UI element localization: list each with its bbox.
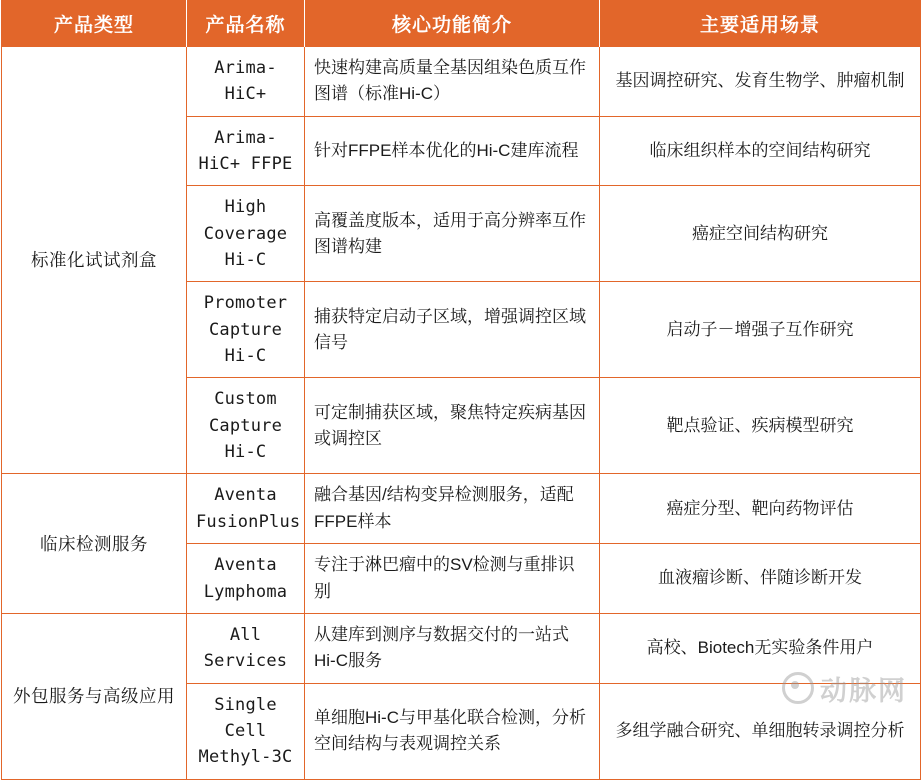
table-row <box>2 474 921 544</box>
product-table <box>1 0 921 780</box>
product-desc-cell: 快速构建高质量全基因组染色质互作图谱（标准Hi-C） <box>305 47 600 117</box>
product-name-cell: Custom Capture Hi-C <box>187 378 305 474</box>
product-desc-cell: 融合基因/结构变异检测服务，适配FFPE样本 <box>305 474 600 544</box>
column-header-product-type: 产品类型 <box>2 1 187 47</box>
product-desc-cell: 单细胞Hi-C与甲基化联合检测，分析空间结构与表观调控关系 <box>305 683 600 779</box>
product-desc-cell: 可定制捕获区域，聚焦特定疾病基因或调控区 <box>305 378 600 474</box>
product-scene-cell: 临床组织样本的空间结构研究 <box>600 116 921 186</box>
product-desc-cell: 从建库到测序与数据交付的一站式Hi-C服务 <box>305 613 600 683</box>
product-desc-cell: 高覆盖度版本，适用于高分辨率互作图谱构建 <box>305 186 600 282</box>
product-name-cell: Arima-HiC+ <box>187 47 305 117</box>
table-row <box>2 47 921 117</box>
table-body <box>2 47 921 780</box>
product-scene-cell: 血液瘤诊断、伴随诊断开发 <box>600 544 921 614</box>
product-scene-cell: 癌症空间结构研究 <box>600 186 921 282</box>
product-desc-cell: 针对FFPE样本优化的Hi-C建库流程 <box>305 116 600 186</box>
product-name-cell: All Services <box>187 613 305 683</box>
column-header-use-case: 主要适用场景 <box>600 1 921 47</box>
category-cell: 标准化试试剂盒 <box>2 47 187 474</box>
column-header-core-function: 核心功能简介 <box>305 1 600 47</box>
product-desc-cell: 捕获特定启动子区域，增强调控区域信号 <box>305 282 600 378</box>
watermark-text: 动脉网 <box>820 676 907 706</box>
product-desc-cell: 专注于淋巴瘤中的SV检测与重排识别 <box>305 544 600 614</box>
category-cell: 外包服务与高级应用 <box>2 613 187 779</box>
product-name-cell: Aventa Lymphoma <box>187 544 305 614</box>
product-scene-cell: 高校、Biotech无实验条件用户 <box>600 613 921 683</box>
product-scene-cell: 启动子－增强子互作研究 <box>600 282 921 378</box>
product-name-cell: Single Cell Methyl-3C <box>187 683 305 779</box>
product-scene-cell: 靶点验证、疾病模型研究 <box>600 378 921 474</box>
product-name-cell: Promoter Capture Hi-C <box>187 282 305 378</box>
product-name-cell: Aventa FusionPlus <box>187 474 305 544</box>
table-header <box>2 1 921 47</box>
product-scene-cell: 基因调控研究、发育生物学、肿瘤机制 <box>600 47 921 117</box>
product-name-cell: Arima-HiC+ FFPE <box>187 116 305 186</box>
column-header-product-name: 产品名称 <box>187 1 305 47</box>
table-header-row <box>2 1 921 47</box>
product-name-cell: High Coverage Hi-C <box>187 186 305 282</box>
product-scene-cell: 多组学融合研究、单细胞转录调控分析 <box>600 683 921 779</box>
table-row <box>2 613 921 683</box>
product-scene-cell: 癌症分型、靶向药物评估 <box>600 474 921 544</box>
category-cell: 临床检测服务 <box>2 474 187 613</box>
